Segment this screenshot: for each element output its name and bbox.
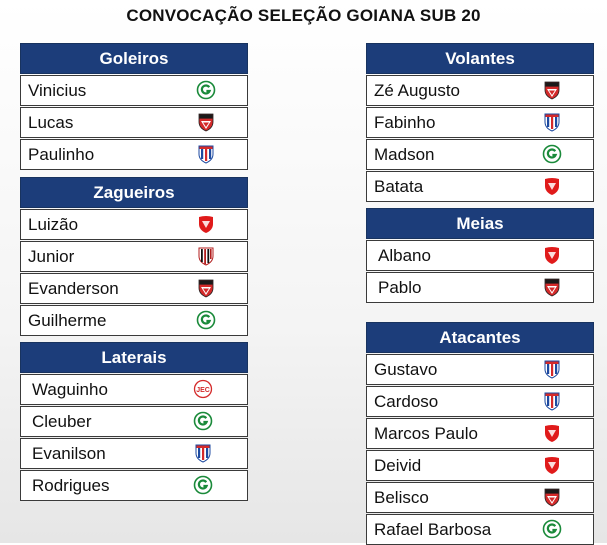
player-name: Paulinho (28, 145, 95, 164)
player-row (20, 273, 248, 304)
atletico-go-crest-icon (196, 278, 216, 298)
striped-crest-icon (196, 246, 216, 266)
vila-nova-crest-icon (542, 423, 562, 443)
player-name: Deivid (374, 456, 422, 475)
player-row (20, 107, 248, 138)
player-name: Vinicius (28, 81, 87, 100)
player-row (20, 305, 248, 336)
volantes-group (366, 43, 594, 202)
anapolis-crest-icon (542, 112, 562, 132)
player-row (366, 482, 594, 513)
vila-nova-crest-icon (542, 455, 562, 475)
meias-group (366, 208, 594, 303)
player-row (20, 139, 248, 170)
player-name: Albano (378, 246, 431, 265)
player-name: Pablo (378, 278, 422, 297)
player-row (20, 406, 248, 437)
player-name: Marcos Paulo (374, 424, 478, 443)
player-name: Lucas (28, 113, 74, 132)
player-row (366, 418, 594, 449)
group-header: Goleiros (20, 43, 248, 74)
group-header: Meias (366, 208, 594, 239)
player-row (20, 209, 248, 240)
goias-crest-icon (193, 475, 213, 495)
player-row (20, 241, 248, 272)
atletico-go-crest-icon (196, 112, 216, 132)
goias-crest-icon (196, 80, 216, 100)
player-name: Waguinho (32, 380, 108, 399)
player-row (20, 374, 248, 405)
player-name: Batata (374, 177, 424, 196)
player-row (20, 470, 248, 501)
player-name: Guilherme (28, 311, 107, 330)
player-name: Belisco (374, 488, 429, 507)
anapolis-crest-icon (542, 359, 562, 379)
player-row (366, 272, 594, 303)
goias-crest-icon (542, 144, 562, 164)
player-name: Gustavo (374, 360, 438, 379)
goleiros-group (20, 43, 248, 170)
vila-nova-crest-icon (542, 176, 562, 196)
player-row (366, 75, 594, 106)
anapolis-crest-icon (542, 391, 562, 411)
player-row (20, 438, 248, 469)
group-header: Volantes (366, 43, 594, 74)
player-name: Evanilson (32, 444, 106, 463)
vila-nova-crest-icon (542, 245, 562, 265)
player-name: Evanderson (28, 279, 119, 298)
atletico-go-crest-icon (542, 80, 562, 100)
player-name: Cardoso (374, 392, 439, 411)
player-row (366, 139, 594, 170)
group-header: Zagueiros (20, 177, 248, 208)
player-row (366, 240, 594, 271)
anapolis-crest-icon (193, 443, 213, 463)
player-row (366, 386, 594, 417)
player-name: Cleuber (32, 412, 92, 431)
atletico-go-crest-icon (542, 487, 562, 507)
atacantes-group (366, 322, 594, 545)
player-row (366, 450, 594, 481)
player-name: Madson (374, 145, 435, 164)
player-row (366, 354, 594, 385)
player-row (20, 75, 248, 106)
player-row (366, 107, 594, 138)
vila-nova-crest-icon (196, 214, 216, 234)
player-row (366, 171, 594, 202)
group-header: Laterais (20, 342, 248, 373)
player-name: Rodrigues (32, 476, 110, 495)
goias-crest-icon (193, 411, 213, 431)
laterais-group (20, 342, 248, 501)
player-name: Zé Augusto (374, 81, 461, 100)
player-name: Rafael Barbosa (374, 520, 492, 539)
group-header: Atacantes (366, 322, 594, 353)
goias-crest-icon (196, 310, 216, 330)
player-name: Fabinho (374, 113, 436, 132)
zagueiros-group (20, 177, 248, 336)
player-name: Junior (28, 247, 75, 266)
page-title: CONVOCAÇÃO SELEÇÃO GOIANA SUB 20 (126, 6, 481, 25)
anapolis-crest-icon (196, 144, 216, 164)
player-row (366, 514, 594, 545)
goias-crest-icon (542, 519, 562, 539)
jec-crest-icon (193, 379, 213, 399)
atletico-go-crest-icon (542, 277, 562, 297)
player-name: Luizão (28, 215, 79, 234)
